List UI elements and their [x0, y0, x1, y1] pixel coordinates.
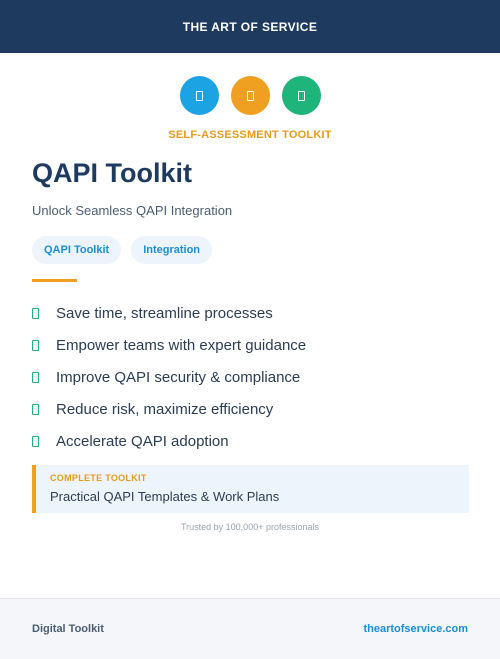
- callout-text: Practical QAPI Templates & Work Plans: [50, 489, 280, 504]
- icon-row: [0, 76, 500, 115]
- list-item: [32, 297, 306, 329]
- feature-text: Reduce risk, maximize efficiency: [56, 400, 274, 418]
- check-icon: [32, 340, 39, 351]
- check-icon: [32, 404, 39, 415]
- check-icon: [32, 372, 39, 383]
- feature-list: [32, 297, 306, 457]
- document-icon-orange: [231, 76, 270, 115]
- website-link[interactable]: theartofservice.com: [363, 623, 468, 635]
- document-icon: [196, 91, 203, 101]
- tag-qapi-toolkit[interactable]: QAPI Toolkit: [32, 236, 121, 264]
- list-item: [32, 393, 306, 425]
- tag-list: [32, 236, 212, 264]
- feature-text: Improve QAPI security & compliance: [56, 368, 301, 386]
- list-item: [32, 425, 306, 457]
- document-icon: [247, 91, 254, 101]
- document-icon-green: [282, 76, 321, 115]
- feature-text: Save time, streamline processes: [56, 304, 273, 322]
- check-icon: [32, 436, 39, 447]
- callout-label: COMPLETE TOOLKIT: [50, 473, 147, 483]
- tag-integration[interactable]: Integration: [131, 236, 212, 264]
- footer: [0, 598, 500, 659]
- page-title: QAPI Toolkit: [32, 158, 192, 188]
- brand-title: THE ART OF SERVICE: [182, 19, 318, 34]
- accent-divider: [32, 279, 77, 282]
- page-subtitle: Unlock Seamless QAPI Integration: [32, 203, 233, 218]
- document-icon: [298, 91, 305, 101]
- feature-text: Empower teams with expert guidance: [56, 336, 307, 354]
- document-icon-blue: [180, 76, 219, 115]
- feature-text: Accelerate QAPI adoption: [56, 432, 229, 450]
- list-item: [32, 361, 306, 393]
- check-icon: [32, 308, 39, 319]
- toolkit-callout: [32, 465, 469, 513]
- eyebrow-label: SELF-ASSESSMENT TOOLKIT: [168, 129, 332, 141]
- footer-label: Digital Toolkit: [32, 623, 104, 635]
- trusted-note: Trusted by 100,000+ professionals: [180, 522, 319, 532]
- top-banner: [0, 0, 500, 53]
- list-item: [32, 329, 306, 361]
